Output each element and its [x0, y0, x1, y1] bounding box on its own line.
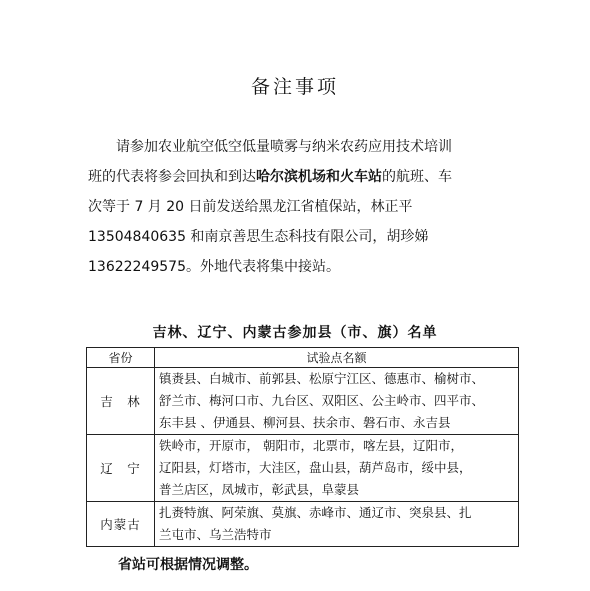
sites-line: 兰屯市、乌兰浩特市: [159, 527, 272, 542]
table-title: 吉林、辽宁、内蒙古参加县（市、旗）名单: [152, 325, 438, 341]
province-cell: 吉 林: [87, 368, 155, 435]
paragraph-line-4-text: 13504840635 和南京善思生态科技有限公司，胡珍娣: [88, 229, 429, 245]
table-row: [87, 368, 519, 435]
document-title: 备注事项: [250, 76, 339, 98]
paragraph-line-3-text: 次等于 7 月 20 日前发送给黑龙江省植保站，林正平: [88, 199, 413, 215]
sites-line: 东丰县 、伊通县、柳河县、扶余市、磐石市、永吉县: [159, 415, 451, 430]
paragraph-line-2-part-a: 班的代表将参会回执和到达: [88, 169, 256, 185]
paragraph-line-4: [88, 222, 514, 252]
sites-line: 扎赉特旗、阿荣旗、莫旗、赤峰市、通辽市、突泉县、扎: [159, 505, 472, 520]
paragraph-line-2-text: [88, 162, 452, 192]
paragraph-line-5-text: 13622249575。外地代表将集中接站。: [88, 259, 340, 275]
sites-cell: [155, 502, 519, 547]
sites-line: 铁岭市，开原市， 朝阳市，北票市，喀左县，辽阳市，: [159, 438, 463, 453]
sites-line: 镇赉县、白城市、前郭县、松原宁江区、德惠市、榆树市、: [159, 371, 485, 386]
sites-line: 普兰店区，凤城市，彰武县，阜蒙县: [159, 482, 360, 497]
highlighted-arrival-location: 哈尔滨机场和火车站: [256, 169, 382, 185]
sites-cell: [155, 435, 519, 502]
province-cell: 辽 宁: [87, 435, 155, 502]
table-row: [87, 435, 519, 502]
paragraph-line-2: [88, 162, 514, 192]
paragraph-line-3: [88, 192, 514, 222]
paragraph-line-2-part-c: 的航班、车: [382, 169, 452, 185]
sites-cell: [155, 368, 519, 435]
header-province: 省份: [87, 348, 155, 368]
province-cell: 内蒙古: [87, 502, 155, 547]
sites-line: 辽阳县，灯塔市，大洼区，盘山县，葫芦岛市，绥中县，: [159, 460, 472, 475]
sites-line: 舒兰市、梅河口市、九台区、双阳区、公主岭市、四平市、: [159, 393, 485, 408]
table-row: [87, 502, 519, 547]
notice-paragraph: [88, 132, 514, 282]
paragraph-line-1: [88, 132, 514, 162]
adjustment-note: 省站可根据情况调整。: [118, 557, 258, 573]
paragraph-line-5: [88, 252, 514, 282]
header-sites: 试验点名额: [155, 348, 519, 368]
table-header-row: [87, 348, 519, 368]
paragraph-line-1-text: 请参加农业航空低空低量喷雾与纳米农药应用技术培训: [116, 139, 452, 155]
county-list-table: [86, 347, 519, 547]
